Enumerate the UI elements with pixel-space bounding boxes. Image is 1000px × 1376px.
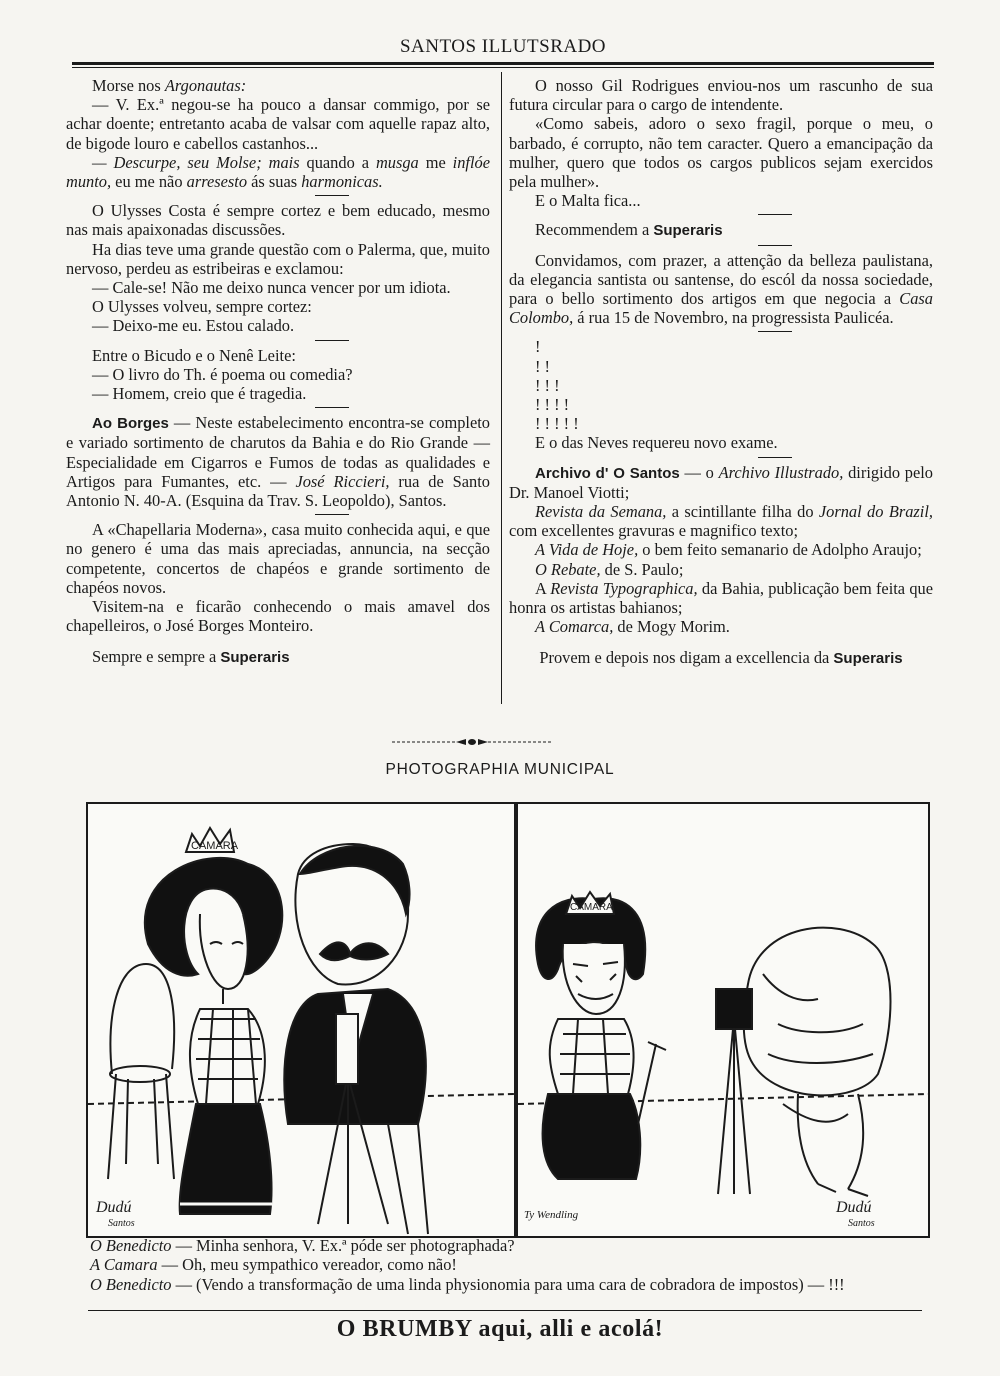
cartoon-illustration-left (88, 804, 514, 1236)
photo-section-title: PHOTOGRAPHIA MUNICIPAL (385, 761, 615, 778)
caption-line-1: O Benedicto — Minha senhora, V. Ex.ª póde ser photographada? (90, 1236, 515, 1255)
gil-p2: «Como sabeis, adoro o sexo fragil, porque o meu, o barbado, é corrupto, não tem caracter. Quero a emancipação da mulher, quero que todos os cargos publicos sejam exercidos pela mulher». (509, 114, 933, 192)
ulysses-p3: — Cale-se! Não me deixo nunca vencer por um idiota. (92, 278, 451, 298)
signature-right: Dudú (836, 1199, 872, 1216)
left-column (66, 76, 490, 668)
caption-line-3: O Benedicto — (Vendo a transformação de uma linda physionomia para uma cara de cobradora de impostos) — !!! (90, 1274, 845, 1294)
left-footer: Sempre e sempre a Superaris (92, 647, 290, 667)
engraver-credit: Ty Wendling (524, 1209, 579, 1221)
crown-label-right: CAMARA (570, 902, 613, 913)
gil-p3: E o Malta fica... (535, 191, 641, 211)
separator (758, 331, 792, 332)
recommend-line: Recommendem a Superaris (535, 220, 723, 240)
bicudo-p1: Entre o Bicudo e o Nenê Leite: (92, 345, 296, 365)
separator (758, 457, 792, 458)
archivo-4: O Rebate, de S. Paulo; (535, 559, 684, 579)
exclamation-3: ! ! ! (535, 375, 560, 395)
archivo-2: Revista da Semana, a scintillante filha do Jornal do Brazil, com excellentes gravuras e magnifico texto; (509, 502, 933, 541)
ulysses-p1: O Ulysses Costa é sempre cortez e bem educado, mesmo nas mais apaixonadas discussões. (66, 201, 490, 240)
signature-sub-left: Santos (108, 1218, 135, 1229)
bottom-rule (88, 1310, 922, 1311)
ulysses-p5: — Deixo-me eu. Estou calado. (92, 316, 295, 336)
cartoon-caption (90, 1236, 924, 1294)
header-rule-thin (72, 67, 934, 68)
gil-p1: O nosso Gil Rodrigues enviou-nos um rascunho de sua futura circular para o cargo de intendente. (509, 76, 933, 115)
chapellaria-p1: A «Chapellaria Moderna», casa muito conhecida aqui, e que no genero é uma das mais apreciadas, annuncia, na secção competente, concertos de chapéos e grande sortimento de chapéos novos. (66, 520, 490, 597)
signature-sub-right: Santos (848, 1218, 875, 1229)
right-footer: Provem e depois nos digam a excellencia da Superaris (539, 648, 903, 668)
cartoon-panel-right (516, 802, 930, 1238)
cartoon-panel-left (86, 802, 516, 1238)
argonautas-intro: Morse nos Argonautas: (92, 76, 247, 95)
exclamation-2: ! ! (535, 356, 551, 376)
separator (758, 245, 792, 246)
column-divider (501, 72, 502, 704)
argonautas-reply: — Descurpe, seu Molse; mais quando a musga me inflóe munto, eu me não arresesto ás suas harmonicas. (66, 152, 490, 192)
right-column (509, 76, 933, 669)
argonautas-line: — V. Ex.ª negou-se ha pouco a dansar commigo, por se achar doente; entretanto acaba de valsar com aquelle rapaz alto, de bigode louro e cabellos castanhos... (66, 95, 490, 153)
cartoon-illustration-right (518, 804, 928, 1236)
archivo-5: A Revista Typographica, da Bahia, publicação bem feita que honra os artistas bahianos; (509, 578, 934, 618)
separator (315, 514, 349, 515)
chair-seat (110, 1066, 170, 1082)
ulysses-p4: O Ulysses volveu, sempre cortez: (92, 297, 312, 317)
caption-line-2: A Camara — Oh, meu sympathico vereador, como não! (90, 1255, 457, 1275)
archivo-6: A Comarca, de Mogy Morim. (535, 617, 730, 637)
archivo-3: A Vida de Hoje, o bem feito semanario de Adolpho Araujo; (535, 540, 922, 560)
colombo-p1: Convidamos, com prazer, a attenção da belleza paulistana, da elegancia santista ou santense, do escól da nossa sociedade, para o bello sortimento dos artigos em que negocia a Casa Colombo, á rua 15 de Novembro, na progressista Paulicéa. (509, 250, 933, 328)
separator (758, 214, 792, 215)
ornament-divider (392, 737, 552, 747)
separator (315, 340, 349, 341)
exclamation-4: ! ! ! ! (535, 395, 570, 415)
separator (315, 195, 349, 196)
bicudo-p2: — O livro do Th. é poema ou comedia? (92, 364, 353, 384)
ulysses-p2: Ha dias teve uma grande questão com o Palerma, que, muito nervoso, perdeu as estribeiras e exclamou: (66, 239, 490, 278)
borges-ad: Ao Borges — Neste estabelecimento encontra-se completo e variado sortimento de charutos da Bahia e do Rio Grande — Especialidade em Cigarros e Fumos de todas as qualidades e Artigos para Fumantes, etc. — José Riccieri, rua de Santo Antonio N. 40-A. (Esquina da Trav. S. Leopoldo), Santos. (66, 413, 491, 511)
archivo-1: Archivo d' O Santos — o Archivo Illustrado, dirigido pelo Dr. Manoel Viotti; (509, 462, 933, 502)
bicudo-p3: — Homem, creio que é tragedia. (92, 384, 307, 404)
exclamation-1: ! (535, 337, 541, 357)
crown-label-left: CAMARA (191, 840, 239, 852)
page-header-title: SANTOS ILLUTSRADO (399, 36, 607, 57)
chair-back (110, 964, 174, 1074)
header-rule (72, 62, 934, 65)
brumby-banner: O BRUMBY aqui, alli e acolá! (336, 1316, 664, 1342)
neves-line: E o das Neves requereu novo exame. (535, 433, 778, 453)
chapellaria-p2: Visitem-na e ficarão conhecendo o mais amavel dos chapelleiros, o José Borges Monteiro. (66, 597, 490, 636)
exclamation-5: ! ! ! ! ! (535, 414, 579, 434)
signature-left: Dudú (96, 1199, 132, 1216)
separator (315, 407, 349, 408)
